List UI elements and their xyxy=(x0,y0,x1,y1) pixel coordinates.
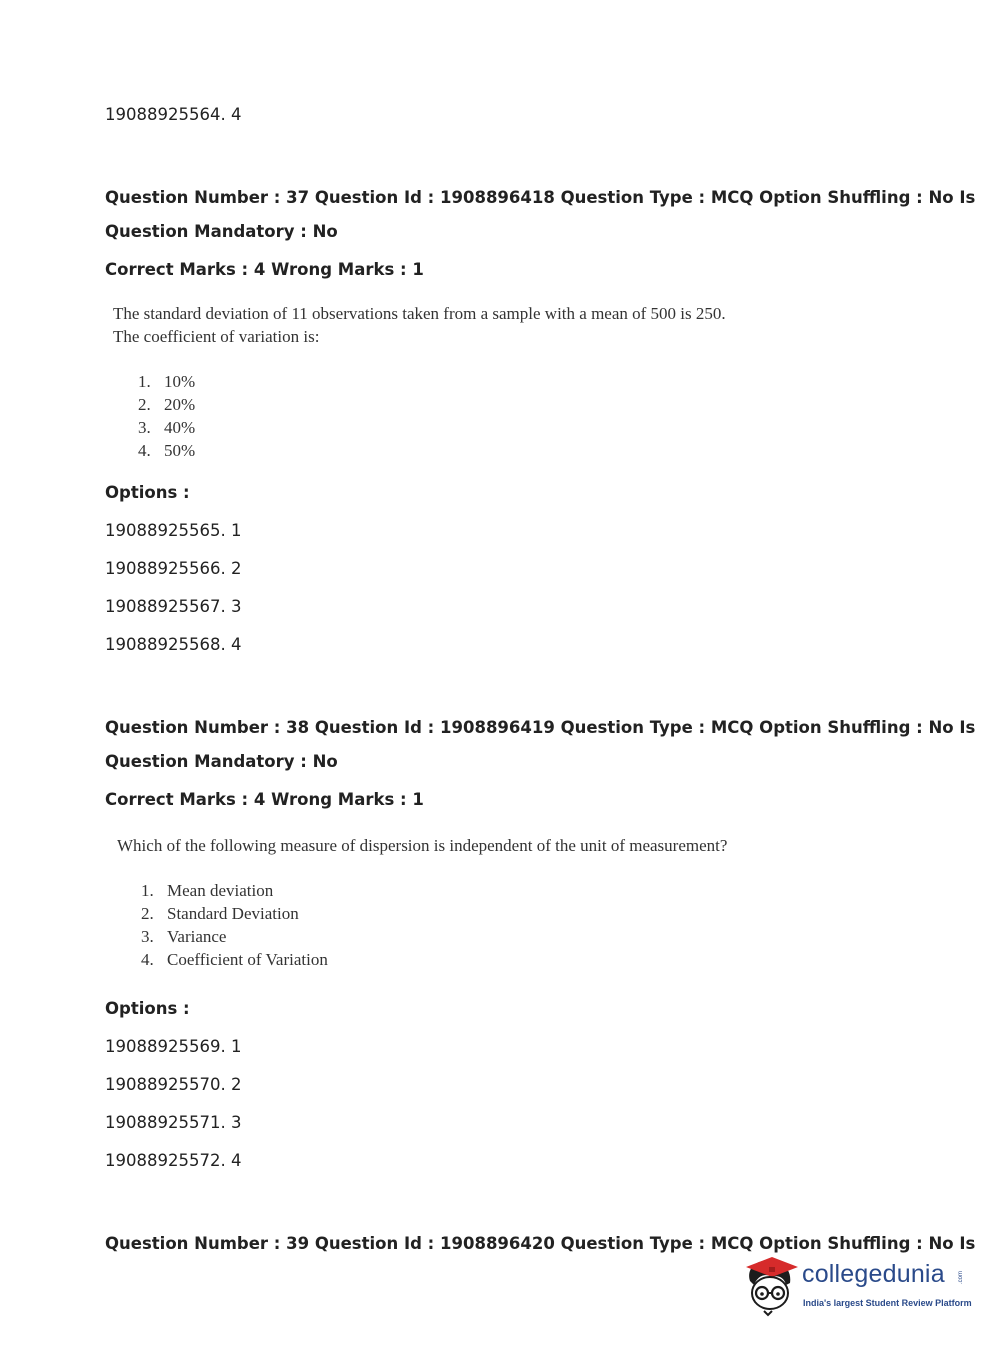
question-text: Which of the following measure of dispersion is independent of the unit of measurement? xyxy=(117,836,728,855)
options-label: Options : xyxy=(105,999,190,1018)
choice-number: 3. xyxy=(138,418,151,437)
choice-number: 1. xyxy=(138,372,151,391)
option-item: 19088925570. 2 xyxy=(105,1075,242,1094)
choice-text: Standard Deviation xyxy=(167,904,299,923)
logo-wordmark: collegedunia xyxy=(802,1260,945,1288)
marks-line: Correct Marks : 4 Wrong Marks : 1 xyxy=(105,790,424,809)
option-item: 19088925571. 3 xyxy=(105,1113,242,1132)
choice-item xyxy=(141,903,299,925)
question-mandatory: Question Mandatory : No xyxy=(105,752,338,771)
question-header: Question Number : 39 Question Id : 1908896420 Question Type : MCQ Option Shuffling : No Is xyxy=(105,1234,976,1253)
choice-item xyxy=(141,949,328,971)
question-header: Question Number : 38 Question Id : 1908896419 Question Type : MCQ Option Shuffling : No Is xyxy=(105,718,976,737)
option-item: 19088925568. 4 xyxy=(105,635,242,654)
choice-text: 50% xyxy=(164,441,196,460)
choice-item xyxy=(138,440,195,462)
option-item: 19088925567. 3 xyxy=(105,597,242,616)
choice-text: Variance xyxy=(167,927,227,946)
option-item: 19088925569. 1 xyxy=(105,1037,242,1056)
question-mandatory: Question Mandatory : No xyxy=(105,222,338,241)
choice-item xyxy=(141,880,273,902)
option-item: 19088925566. 2 xyxy=(105,559,242,578)
collegedunia-logo[interactable] xyxy=(742,1251,972,1321)
choice-number: 1. xyxy=(141,881,154,900)
choice-text: Coefficient of Variation xyxy=(167,950,328,969)
logo-tagline: India's largest Student Review Platform xyxy=(803,1298,972,1308)
option-item: 19088925565. 1 xyxy=(105,521,242,540)
mascot-icon xyxy=(742,1255,800,1317)
question-text: The coefficient of variation is: xyxy=(113,327,320,346)
option-item: 19088925572. 4 xyxy=(105,1151,242,1170)
choice-text: 10% xyxy=(164,372,196,391)
options-label: Options : xyxy=(105,483,190,502)
choice-number: 2. xyxy=(141,904,154,923)
option-item: 19088925564. 4 xyxy=(105,105,242,124)
choice-item xyxy=(138,394,195,416)
question-header: Question Number : 37 Question Id : 1908896418 Question Type : MCQ Option Shuffling : No Is xyxy=(105,188,976,207)
logo-com: .com xyxy=(958,1271,964,1285)
choice-text: 40% xyxy=(164,418,196,437)
choice-text: 20% xyxy=(164,395,196,414)
choice-number: 4. xyxy=(141,950,154,969)
choice-item xyxy=(141,926,226,948)
choice-number: 4. xyxy=(138,441,151,460)
marks-line: Correct Marks : 4 Wrong Marks : 1 xyxy=(105,260,424,279)
choice-item xyxy=(138,371,195,393)
choice-text: Mean deviation xyxy=(167,881,274,900)
question-text: The standard deviation of 11 observations taken from a sample with a mean of 500 is 250. xyxy=(113,304,726,323)
choice-number: 2. xyxy=(138,395,151,414)
choice-item xyxy=(138,417,195,439)
choice-number: 3. xyxy=(141,927,154,946)
